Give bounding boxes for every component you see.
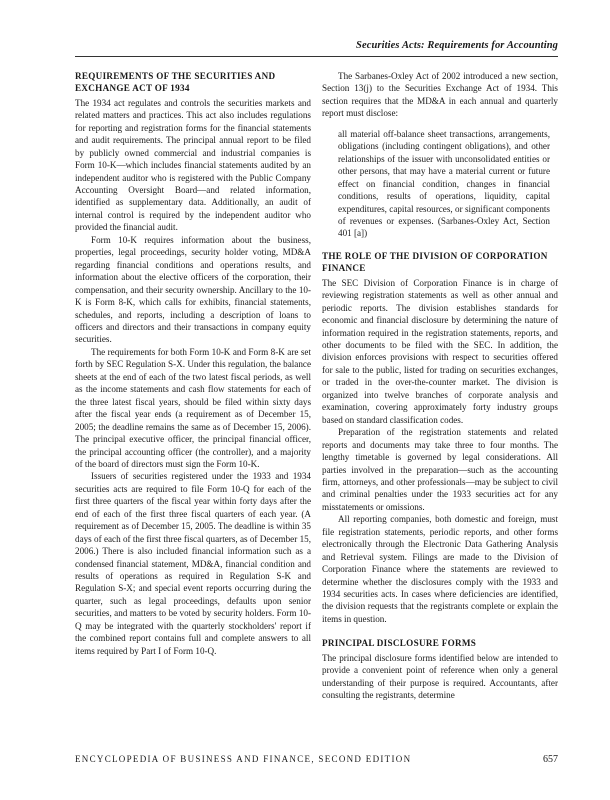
left-column [75,70,311,657]
section-heading-corporation-finance: THE ROLE OF THE DIVISION OF CORPORATION FINANCE [322,250,548,274]
paragraph: The principal disclosure forms identified below are intended to provide a convenient point of reference when only a general understanding of their purpose is required. Accountants, after consulting the registrants, determine [322,652,558,701]
paragraph: The 1934 act regulates and controls the securities markets and related matters and practices. This act also includes regulations for reporting and registration forms for the financial statements and audit requirements. The principal annual report to be filed by publicly owned commercial and industrial companies is Form 10-K—which includes financial statements audited by an independent auditor who is registered with the Public Company Accounting Oversight Board—and related information, identified as supplementary data. Additionally, an audit of internal control is required by the independent auditor who provided the financial audit. [75,97,311,233]
block-quote: all material off-balance sheet transactions, arrangements, obligations (including contingent obligations), and other relationships of the issuer with unconsolidated entities or other persons, that may have a material current or future effect on financial condition, changes in financial conditions, results of operations, liquidity, capital expenditures, capital resources, or significant components of revenues or expenses. (Sarbanes-Oxley Act, Section 401 [a]) [338,128,550,239]
page-number: 657 [543,754,558,765]
header-rule [75,56,558,57]
paragraph: Form 10-K requires information about the business, properties, legal proceedings, security holder voting, MD&A regarding financial conditions and operations results, and information about the elective officers of the corporation, their compensation, and their security ownership. Ancillary to the 10-K is Form 8-K, which calls for exhibits, financial statements, schedules, and reports, including a description of loans to officers and directors and their transactions in company equity securities. [75,234,311,345]
paragraph: Issuers of securities registered under the 1933 and 1934 securities acts are required to file Form 10-Q for each of the first three quarters of the fiscal year within forty days after the end of each of the first three fiscal quarters of each year. (A requirement as of December 15, 2005. The deadline is within 35 days of each of the first three fiscal quarters, as of December 15, 2006.) There is also included financial information such as a condensed financial statement, MD&A, financial condition and results of operations as required in Regulation S-K and Regulation S-X; and special event reports occurring during the quarter, such as legal proceedings, defaults upon senior securities, and matters to be voted by security holders. Form 10-Q may be integrated with the quarterly stockholders' report if the combined report contains full and complete answers to all items required by Part I of Form 10-Q. [75,471,311,656]
paragraph: The requirements for both Form 10-K and Form 8-K are set forth by SEC Regulation S-X. Under this regulation, the balance sheets at the end of each of the two latest fiscal periods, as well as the income statements and cash flow statements for each of the three latest fiscal years, should be filed within sixty days after the fiscal year ends (a requirement as of December 15, 2005; the deadline remains the same as of December 15, 2006). The principal executive officer, the principal financial officer, the principal accounting officer (the controller), and a majority of the board of directors must sign the Form 10-K. [75,346,311,469]
section-heading-disclosure-forms: PRINCIPAL DISCLOSURE FORMS [322,638,477,649]
paragraph: Preparation of the registration statements and related reports and documents may take three to four months. The lengthy timetable is governed by legal considerations. All parties involved in the preparation—such as the accounting firm, attorneys, and other professionals—may be subject to civil and criminal penalties under the 1933 securities act for any misstatements or omissions. [322,427,558,512]
paragraph: The Sarbanes-Oxley Act of 2002 introduced a new section, Section 13(j) to the Securities Exchange Act of 1934. This section requires that the MD&A in each annual and quarterly report must disclose: [322,71,558,119]
paragraph: The SEC Division of Corporation Finance is in charge of reviewing registration statements as well as other annual and periodic reports. The division establishes standards for economic and financial disclosure by determining the nature of information required in the registration statements, reports, and other documents to be filed with the SEC. In addition, the division enforces provisions with respect to securities offered for sale to the public, listed for trading on securities exchanges, or traded in the over-the-counter market. The division is organized into twelve branches of corporate analysis and examination, covering approximately forty industry groups based on standard classification codes. [322,277,558,425]
section-heading-1934-act: REQUIREMENTS OF THE SECURITIES AND EXCHANGE ACT OF 1934 [75,71,276,94]
running-head: Securities Acts: Requirements for Accounting [356,40,558,51]
paragraph: All reporting companies, both domestic and foreign, must file registration statements, periodic reports, and other forms electronically through the Electronic Data Gathering Analysis and Retrieval system. Filings are made to the Division of Corporation Finance where the statements are reviewed to determine whether the disclosures comply with the 1933 and 1934 securities acts. In cases where deficiencies are identified, the division requests that the registrants complete or explain the items in question. [322,514,558,624]
page-footer [75,754,558,765]
book-title: ENCYCLOPEDIA OF BUSINESS AND FINANCE, SECOND EDITION [75,754,412,764]
right-column [322,70,558,702]
